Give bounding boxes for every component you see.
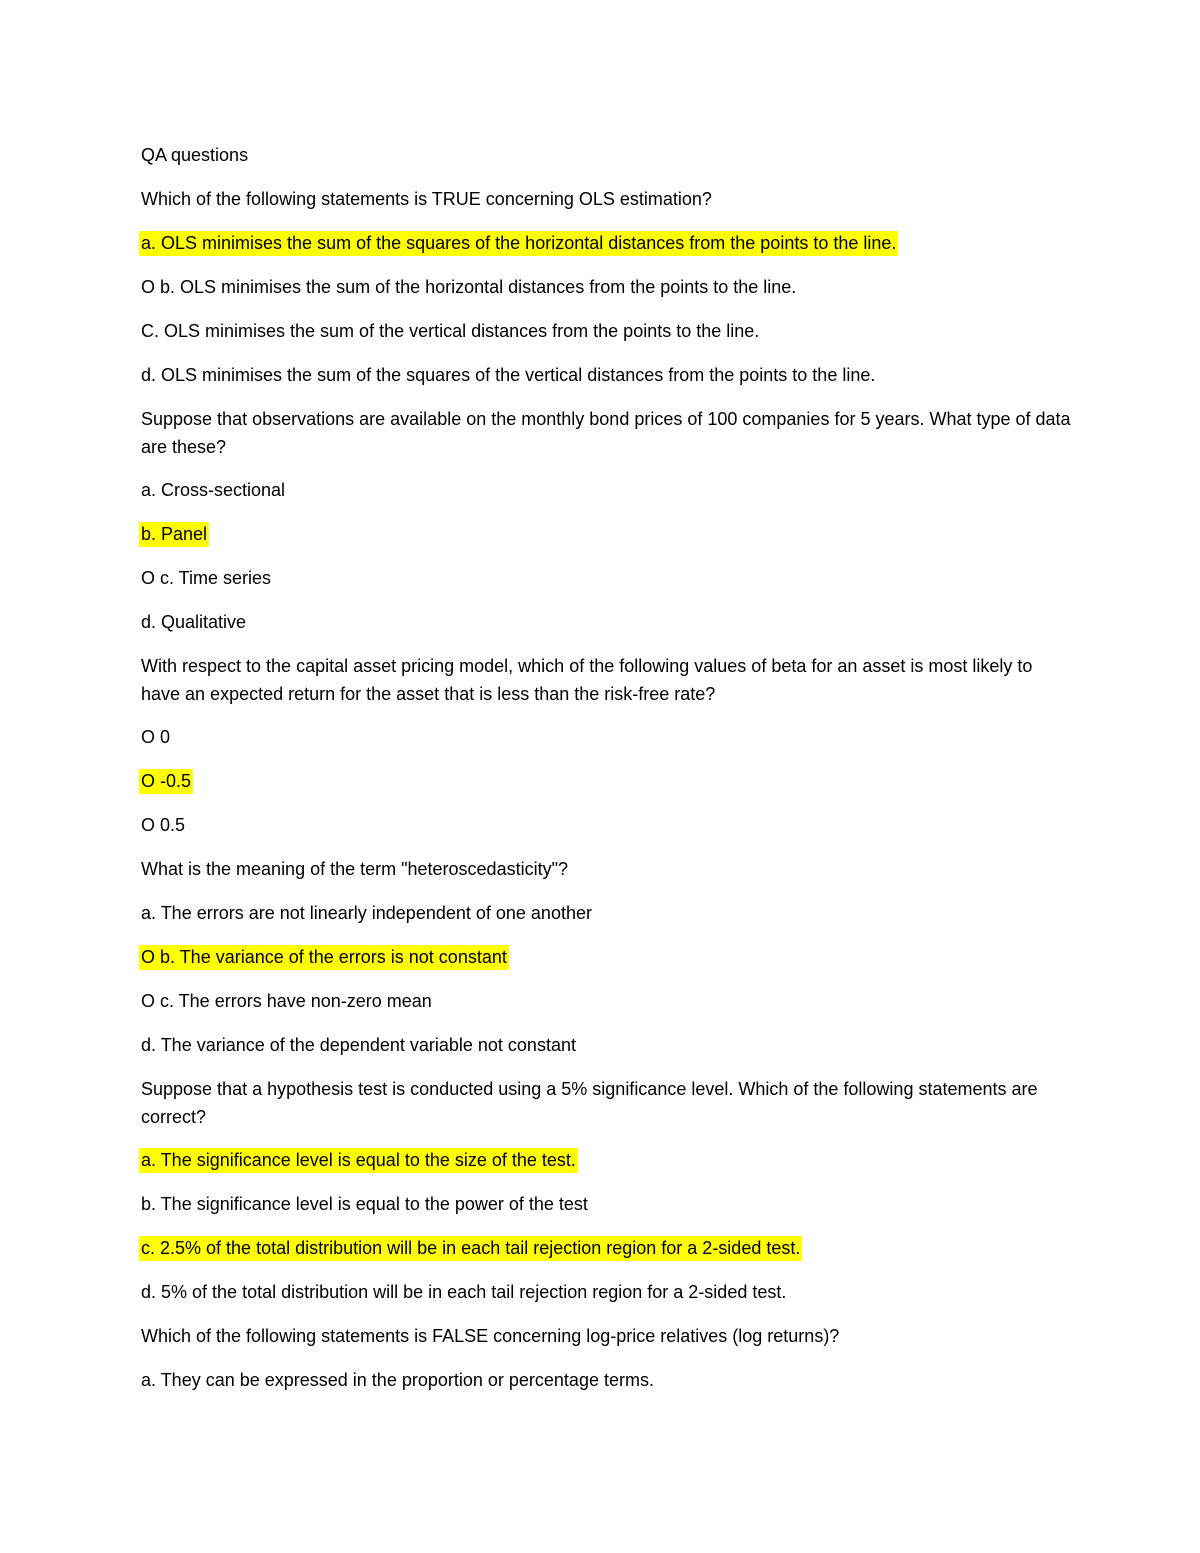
line-text: O 0.5 (141, 815, 186, 835)
line-text: O c. The errors have non-zero mean (141, 991, 432, 1011)
line-text: Suppose that a hypothesis test is conducted using a 5% significance level. Which of the following statements are correct? (141, 1079, 1038, 1127)
document-line (141, 1190, 1071, 1218)
line-text: With respect to the capital asset pricing model, which of the following values of beta for an asset is most likely to have an expected return for the asset that is less than the risk-free rate? (141, 656, 1033, 704)
document-line (141, 899, 1071, 927)
line-text: b. Panel (139, 522, 209, 547)
line-text: d. The variance of the dependent variable not constant (141, 1035, 576, 1055)
document-title: QA questions (141, 145, 249, 165)
line-text: O b. The variance of the errors is not constant (139, 945, 509, 970)
document-line (141, 855, 1071, 883)
line-text: a. The significance level is equal to the size of the test. (139, 1148, 578, 1173)
highlighted-answer-line (141, 1146, 1071, 1174)
highlighted-answer-line (141, 767, 1071, 795)
line-text: C. OLS minimises the sum of the vertical distances from the points to the line. (141, 321, 760, 341)
question-list (141, 185, 1071, 1394)
document-line (141, 273, 1071, 301)
line-text: a. Cross-sectional (141, 480, 286, 500)
line-text: a. The errors are not linearly independent of one another (141, 903, 592, 923)
document-line (141, 608, 1071, 636)
line-text: Which of the following statements is FALSE concerning log-price relatives (log returns)? (141, 1326, 840, 1346)
highlighted-answer-line (141, 943, 1071, 971)
line-text: Suppose that observations are available on the monthly bond prices of 100 companies for 5 years. What type of data are these? (141, 409, 1071, 457)
line-text: a. OLS minimises the sum of the squares of the horizontal distances from the points to the line. (139, 231, 898, 256)
document-line (141, 476, 1071, 504)
highlighted-answer-line (141, 520, 1071, 548)
document-line (141, 652, 1071, 708)
line-text: d. OLS minimises the sum of the squares of the vertical distances from the points to the line. (141, 365, 876, 385)
document-line (141, 723, 1071, 751)
highlighted-answer-line (141, 229, 1071, 257)
line-text: O c. Time series (141, 568, 272, 588)
document-line (141, 564, 1071, 592)
line-text: b. The significance level is equal to the power of the test (141, 1194, 588, 1214)
line-text: d. Qualitative (141, 612, 247, 632)
document-line (141, 1031, 1071, 1059)
line-text: a. They can be expressed in the proportion or percentage terms. (141, 1370, 654, 1390)
line-text: c. 2.5% of the total distribution will be in each tail rejection region for a 2-sided test. (139, 1236, 802, 1261)
line-text: O b. OLS minimises the sum of the horizontal distances from the points to the line. (141, 277, 797, 297)
line-text: O 0 (141, 727, 171, 747)
document-line (141, 811, 1071, 839)
line-text: Which of the following statements is TRUE concerning OLS estimation? (141, 189, 712, 209)
document-line (141, 185, 1071, 213)
document-line (141, 361, 1071, 389)
document-line (141, 1075, 1071, 1131)
document-line (141, 1366, 1071, 1394)
document-line (141, 405, 1071, 461)
line-text: O -0.5 (139, 769, 193, 794)
document-page (141, 141, 1071, 1410)
document-line (141, 987, 1071, 1015)
line-text: d. 5% of the total distribution will be in each tail rejection region for a 2-sided test. (141, 1282, 787, 1302)
line-text: What is the meaning of the term "heteroscedasticity"? (141, 859, 568, 879)
highlighted-answer-line (141, 1234, 1071, 1262)
document-line (141, 317, 1071, 345)
document-line (141, 1322, 1071, 1350)
document-line (141, 1278, 1071, 1306)
